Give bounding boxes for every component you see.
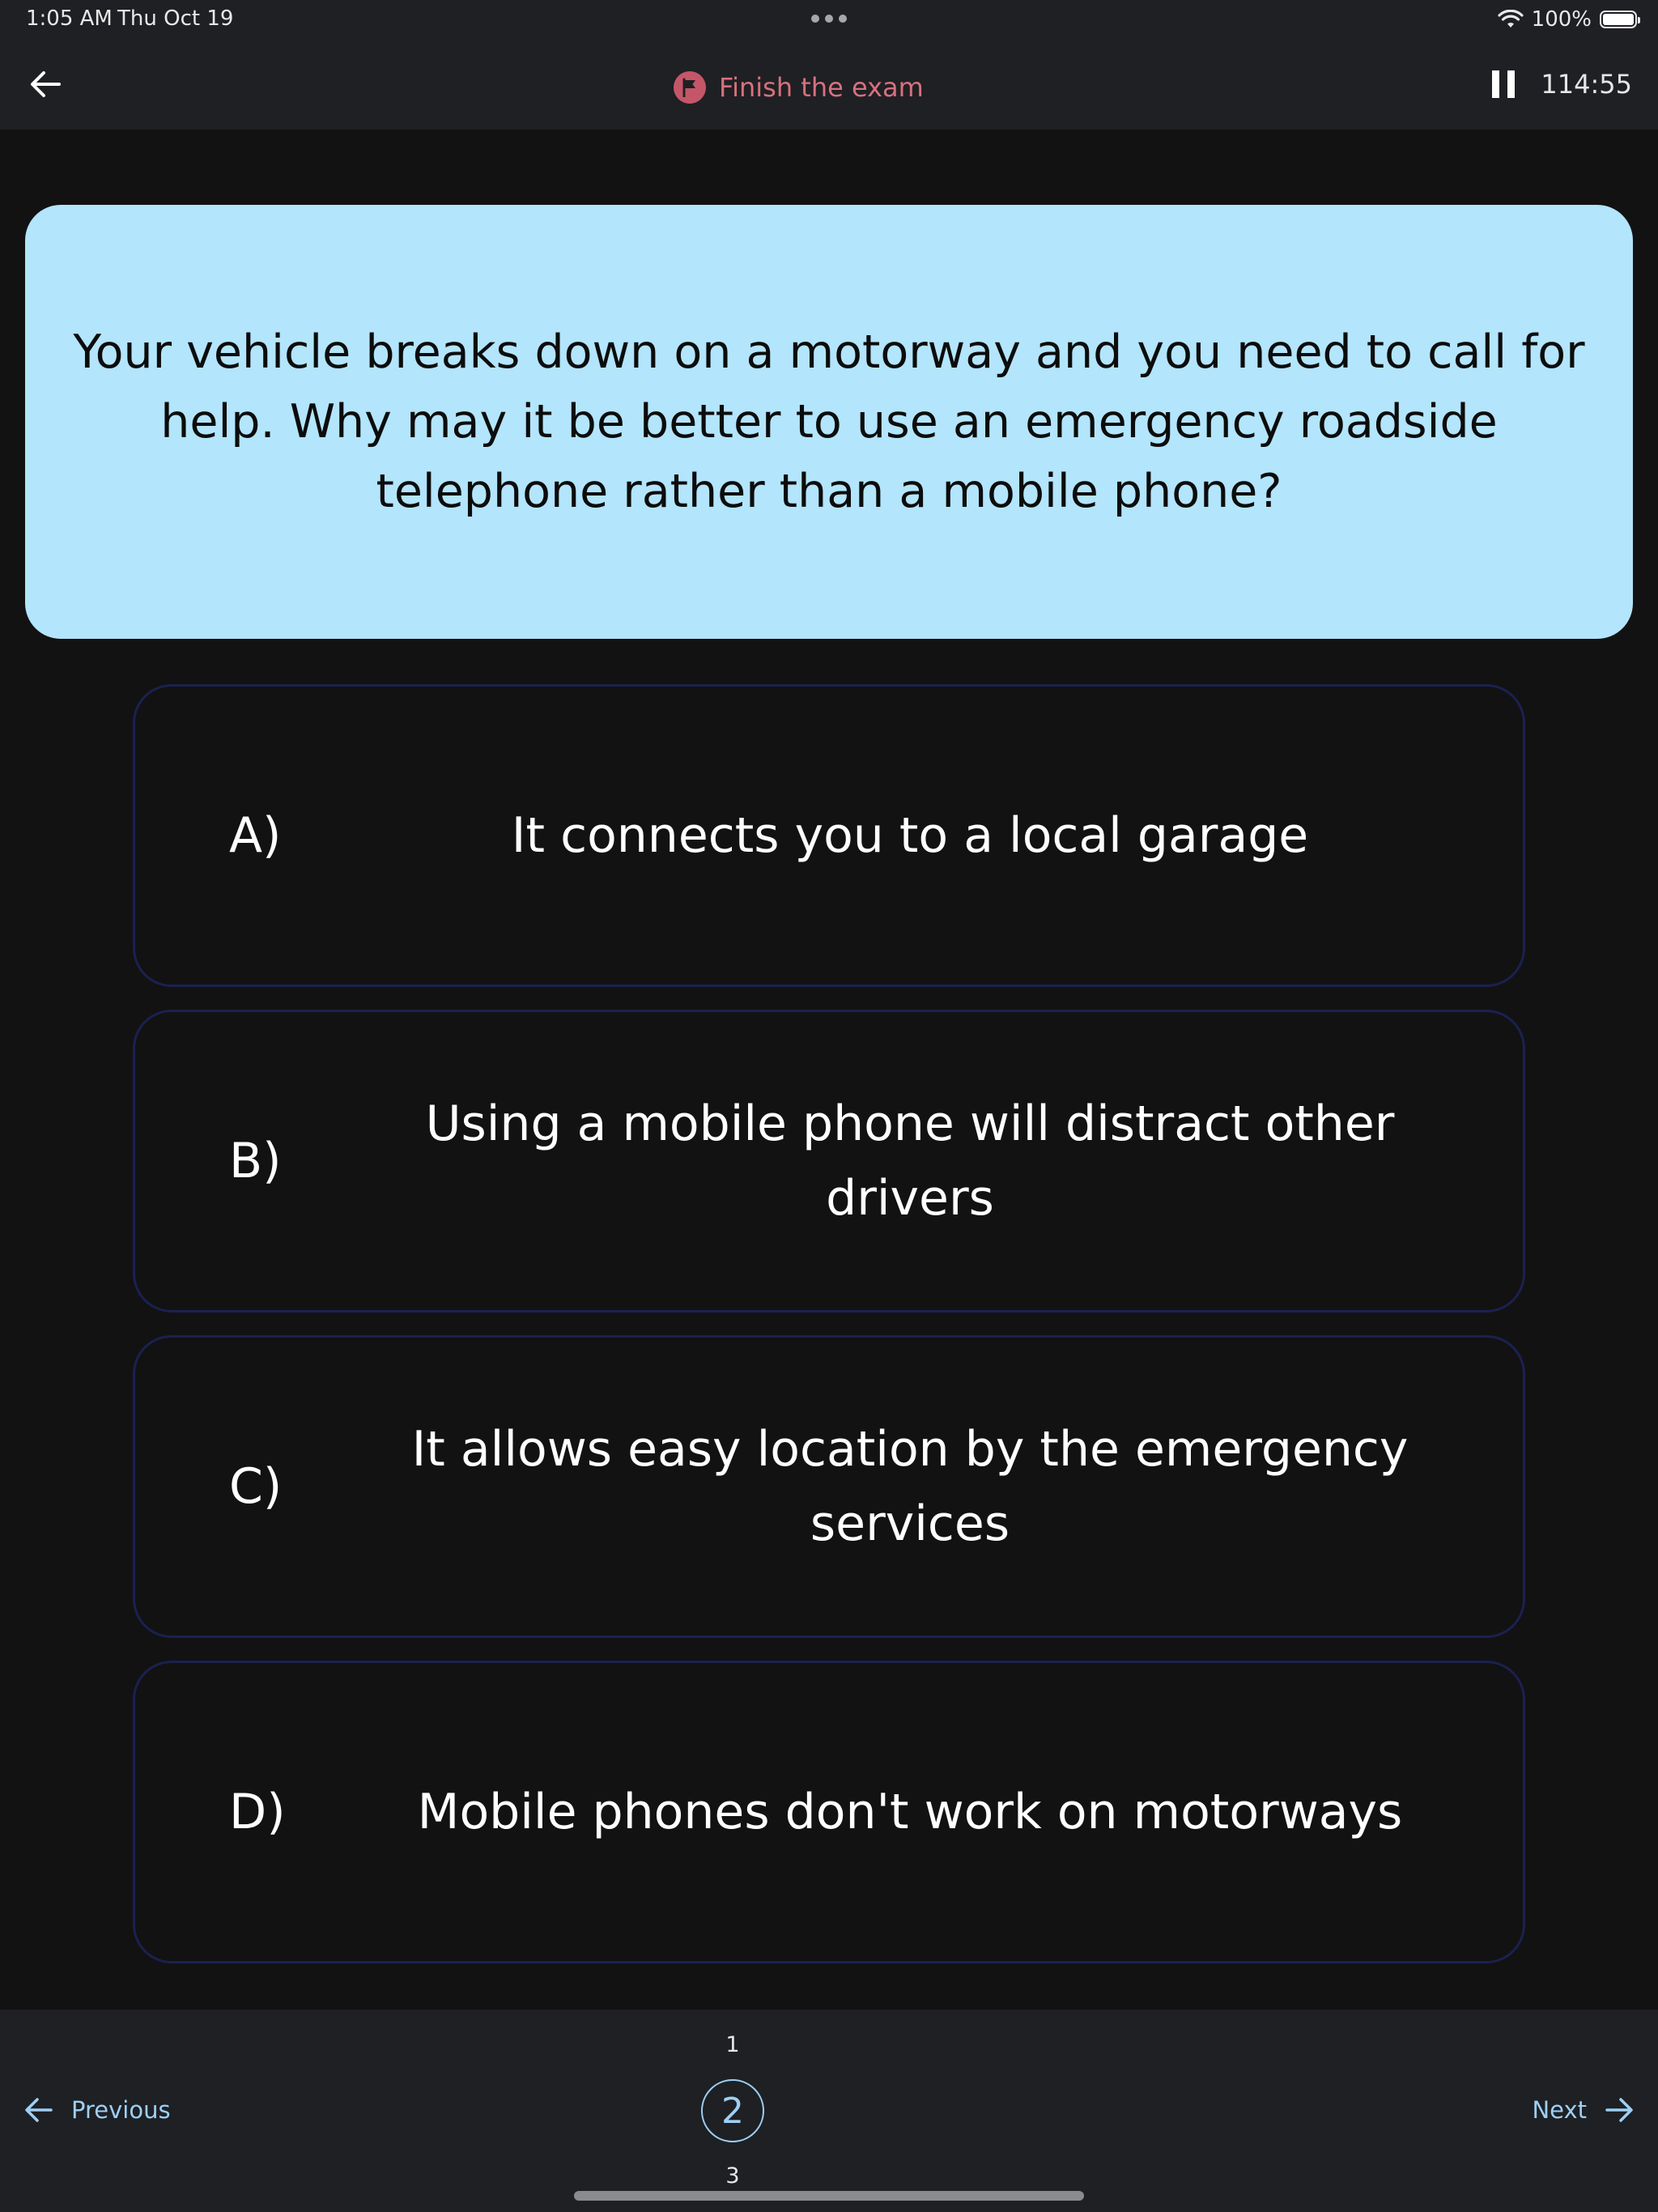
status-bar (0, 0, 1658, 39)
answer-option-c[interactable] (133, 1335, 1525, 1638)
answer-letter: A) (229, 807, 282, 864)
arrow-right-icon (1605, 2097, 1634, 2123)
home-indicator[interactable] (574, 2191, 1084, 2201)
finish-exam-label: Finish the exam (719, 72, 924, 103)
timer-area (1492, 65, 1632, 104)
answer-text: Using a mobile phone will distract other drivers (425, 1095, 1395, 1227)
answer-text: It allows easy location by the emergency services (411, 1421, 1409, 1552)
multitasking-dots-icon[interactable] (811, 15, 847, 24)
page-number-1[interactable]: 1 (725, 2032, 740, 2057)
battery-level (1603, 14, 1634, 25)
previous-button[interactable] (24, 2091, 171, 2129)
answer-option-d[interactable] (133, 1661, 1525, 1963)
flag-icon (674, 71, 706, 104)
wifi-icon (1498, 10, 1524, 29)
next-button[interactable] (1532, 2091, 1634, 2129)
next-label: Next (1532, 2096, 1587, 2124)
exam-header (0, 39, 1658, 130)
answer-option-a[interactable] (133, 684, 1525, 987)
status-indicators (1498, 5, 1637, 34)
question-card (25, 205, 1633, 639)
previous-label: Previous (71, 2096, 171, 2124)
page-number-3[interactable]: 3 (725, 2163, 740, 2189)
status-time: 1:05 AM (26, 6, 113, 31)
answer-text: It connects you to a local garage (511, 807, 1309, 864)
page-number-current[interactable]: 2 (701, 2079, 764, 2142)
battery-icon (1600, 11, 1637, 28)
answer-option-b[interactable] (133, 1010, 1525, 1312)
pause-icon[interactable] (1492, 70, 1515, 98)
answer-text: Mobile phones don't work on motorways (417, 1784, 1403, 1840)
arrow-left-icon (24, 2097, 53, 2123)
answer-letter: B) (229, 1133, 282, 1189)
arrow-left-icon (30, 70, 61, 98)
answer-letter: C) (229, 1458, 283, 1515)
answer-letter: D) (229, 1784, 286, 1840)
question-text: Your vehicle breaks down on a motorway and you need to call for help. Why may it be better to use an emergency roadside telephone rather than a mobile phone? (73, 325, 1585, 518)
battery-percentage: 100% (1531, 7, 1592, 32)
finish-exam-button[interactable] (674, 68, 924, 107)
bottom-navigation (0, 2010, 1658, 2212)
timer-value: 114:55 (1541, 69, 1632, 100)
status-date: Thu Oct 19 (117, 6, 234, 31)
back-button[interactable] (24, 63, 66, 105)
